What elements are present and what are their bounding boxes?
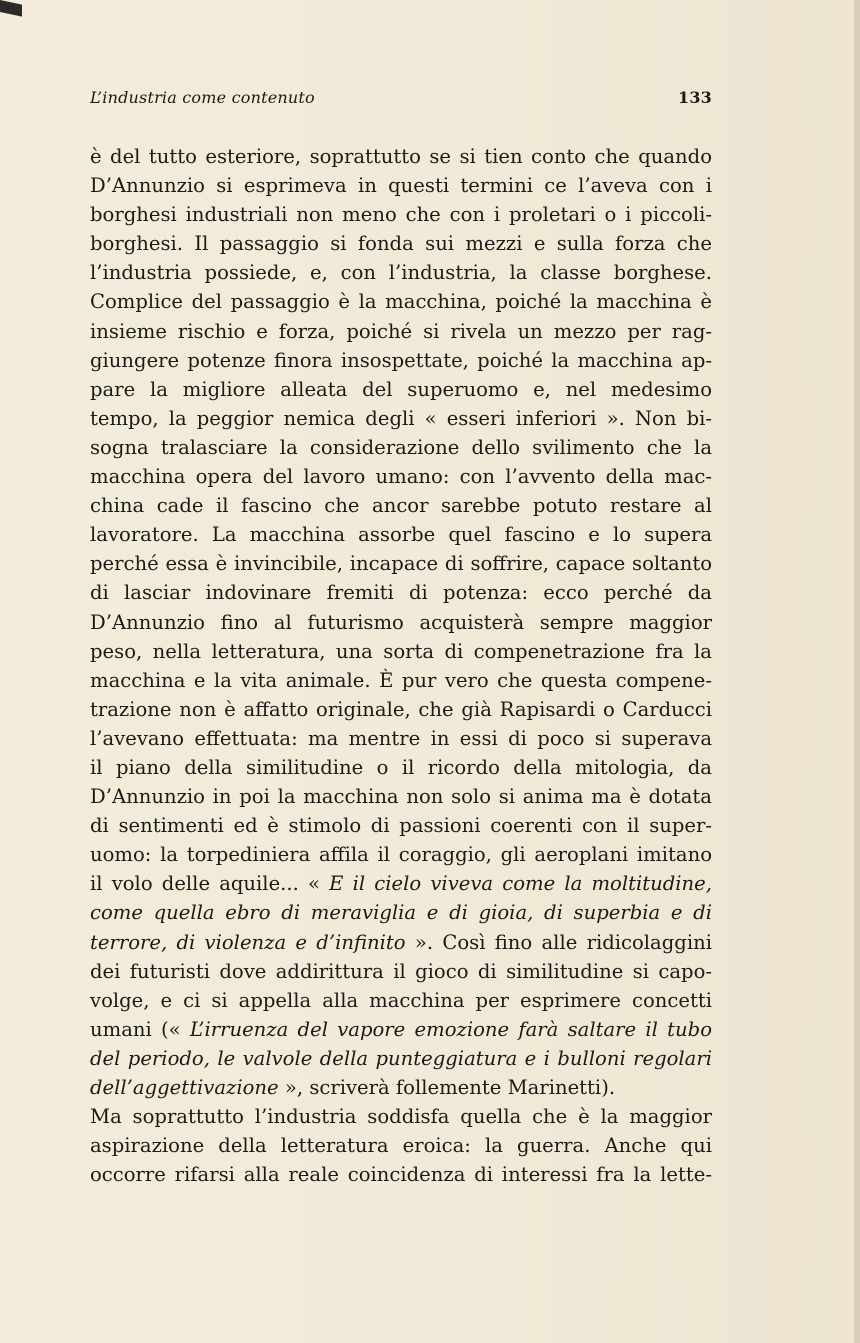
text-line — [90, 666, 712, 695]
text-line — [90, 491, 712, 520]
text-line — [90, 957, 712, 986]
text-line — [90, 549, 712, 578]
italic-quote-segment: terrore, di violenza e d’infinito — [90, 930, 406, 954]
text-segment: insieme rischio e forza, poiché si rivela un mezzo per rag- — [90, 319, 712, 343]
text-line — [90, 753, 712, 782]
page-edge — [854, 0, 860, 1343]
text-line — [90, 782, 712, 811]
text-line — [90, 200, 712, 229]
text-segment: Ma soprattutto l’industria soddisfa quella che è la maggior — [90, 1105, 712, 1129]
text-segment: Complice del passaggio è la macchina, poiché la macchina è — [90, 290, 712, 314]
text-segment: D’Annunzio in poi la macchina non solo si anima ma è dotata — [90, 785, 712, 809]
text-line — [90, 869, 712, 898]
text-line — [90, 433, 712, 462]
text-line — [90, 928, 712, 957]
text-line — [90, 404, 712, 433]
page-number: 133 — [678, 88, 712, 107]
text-segment: volge, e ci si appella alla macchina per esprimere concetti — [90, 988, 712, 1012]
text-segment: umani (« — [90, 1017, 190, 1041]
text-line — [90, 258, 712, 287]
running-head — [90, 88, 712, 112]
text-line — [90, 695, 712, 724]
text-line — [90, 1073, 712, 1102]
text-segment: borghesi. Il passaggio si fonda sui mezzi e sulla forza che — [90, 232, 712, 256]
text-segment: ». Così fino alle ridicolaggini — [405, 930, 712, 954]
text-line — [90, 637, 712, 666]
text-line — [90, 1044, 712, 1073]
text-segment: macchina opera del lavoro umano: con l’avvento della mac- — [90, 465, 712, 489]
body-text — [90, 142, 712, 1189]
italic-quote-segment: dell’aggettivazione — [90, 1076, 279, 1099]
text-line — [90, 229, 712, 258]
text-segment: uomo: la torpediniera affila il coraggio, gli aeroplani imitano — [90, 843, 712, 867]
text-line — [90, 986, 712, 1015]
text-line — [90, 1160, 712, 1189]
text-segment: sogna tralasciare la considerazione dello svilimento che la — [90, 435, 712, 459]
text-line — [90, 520, 712, 549]
text-segment: è del tutto esteriore, soprattutto se si tien conto che quando — [90, 145, 712, 168]
text-segment: il piano della similitudine o il ricordo della mitologia, da — [90, 755, 712, 779]
text-line — [90, 1102, 712, 1131]
text-segment: l’industria possiede, e, con l’industria, la classe borghese. — [90, 261, 712, 285]
text-line — [90, 375, 712, 404]
text-line — [90, 171, 712, 200]
text-segment: di lasciar indovinare fremiti di potenza: ecco perché da — [90, 581, 712, 605]
text-line — [90, 462, 712, 491]
text-line — [90, 287, 712, 316]
italic-quote-segment: come quella ebro di meraviglia e di gioia, di superbia e di — [90, 901, 712, 925]
text-line — [90, 898, 712, 927]
text-line — [90, 840, 712, 869]
text-segment: l’avevano effettuata: ma mentre in essi di poco si superava — [90, 726, 712, 750]
text-segment: giungere potenze finora insospettate, poiché la macchina ap- — [90, 348, 712, 372]
text-segment: pare la migliore alleata del superuomo e, nel medesimo — [90, 377, 712, 401]
text-segment: peso, nella letteratura, una sorta di compenetrazione fra la — [90, 639, 712, 663]
text-segment: lavoratore. La macchina assorbe quel fascino e lo supera — [90, 523, 712, 547]
text-line — [90, 724, 712, 753]
text-line — [90, 317, 712, 346]
text-line — [90, 811, 712, 840]
text-segment: di sentimenti ed è stimolo di passioni coerenti con il super- — [90, 814, 712, 838]
text-line — [90, 346, 712, 375]
text-segment: occorre rifarsi alla reale coincidenza di interessi fra la lette- — [90, 1163, 712, 1187]
text-line — [90, 578, 712, 607]
text-segment: D’Annunzio si esprimeva in questi termini ce l’aveva con i — [90, 174, 712, 198]
scan-corner-mark — [0, 0, 22, 17]
text-segment: trazione non è affatto originale, che già Rapisardi o Carducci — [90, 697, 712, 721]
text-line — [90, 142, 712, 171]
text-line — [90, 1015, 712, 1044]
text-segment: », scriverà follemente Marinetti). — [278, 1076, 616, 1099]
text-segment: aspirazione della letteratura eroica: la guerra. Anche qui — [90, 1134, 712, 1158]
italic-quote-segment: E il cielo viveva come la moltitudine, — [329, 872, 712, 896]
text-segment: tempo, la peggior nemica degli « esseri inferiori ». Non bi- — [90, 406, 712, 430]
italic-quote-segment: L’irruenza del vapore emozione farà saltare il tubo — [189, 1017, 713, 1041]
text-line — [90, 608, 712, 637]
text-segment: dei futuristi dove addirittura il gioco di similitudine si capo- — [90, 959, 712, 983]
text-segment: borghesi industriali non meno che con i proletari o i piccoli- — [90, 203, 712, 227]
text-segment: il volo delle aquile... « — [90, 872, 330, 896]
text-segment: perché essa è invincibile, incapace di soffrire, capace soltanto — [90, 552, 712, 576]
italic-quote-segment: del periodo, le valvole della punteggiatura e i bulloni regolari — [90, 1046, 712, 1070]
text-segment: D’Annunzio fino al futurismo acquisterà sempre maggior — [90, 610, 712, 634]
text-segment: china cade il fascino che ancor sarebbe potuto restare al — [90, 494, 712, 518]
text-line — [90, 1131, 712, 1160]
running-title: L’industria come contenuto — [90, 88, 315, 107]
text-segment: macchina e la vita animale. È pur vero che questa compene- — [90, 668, 712, 692]
